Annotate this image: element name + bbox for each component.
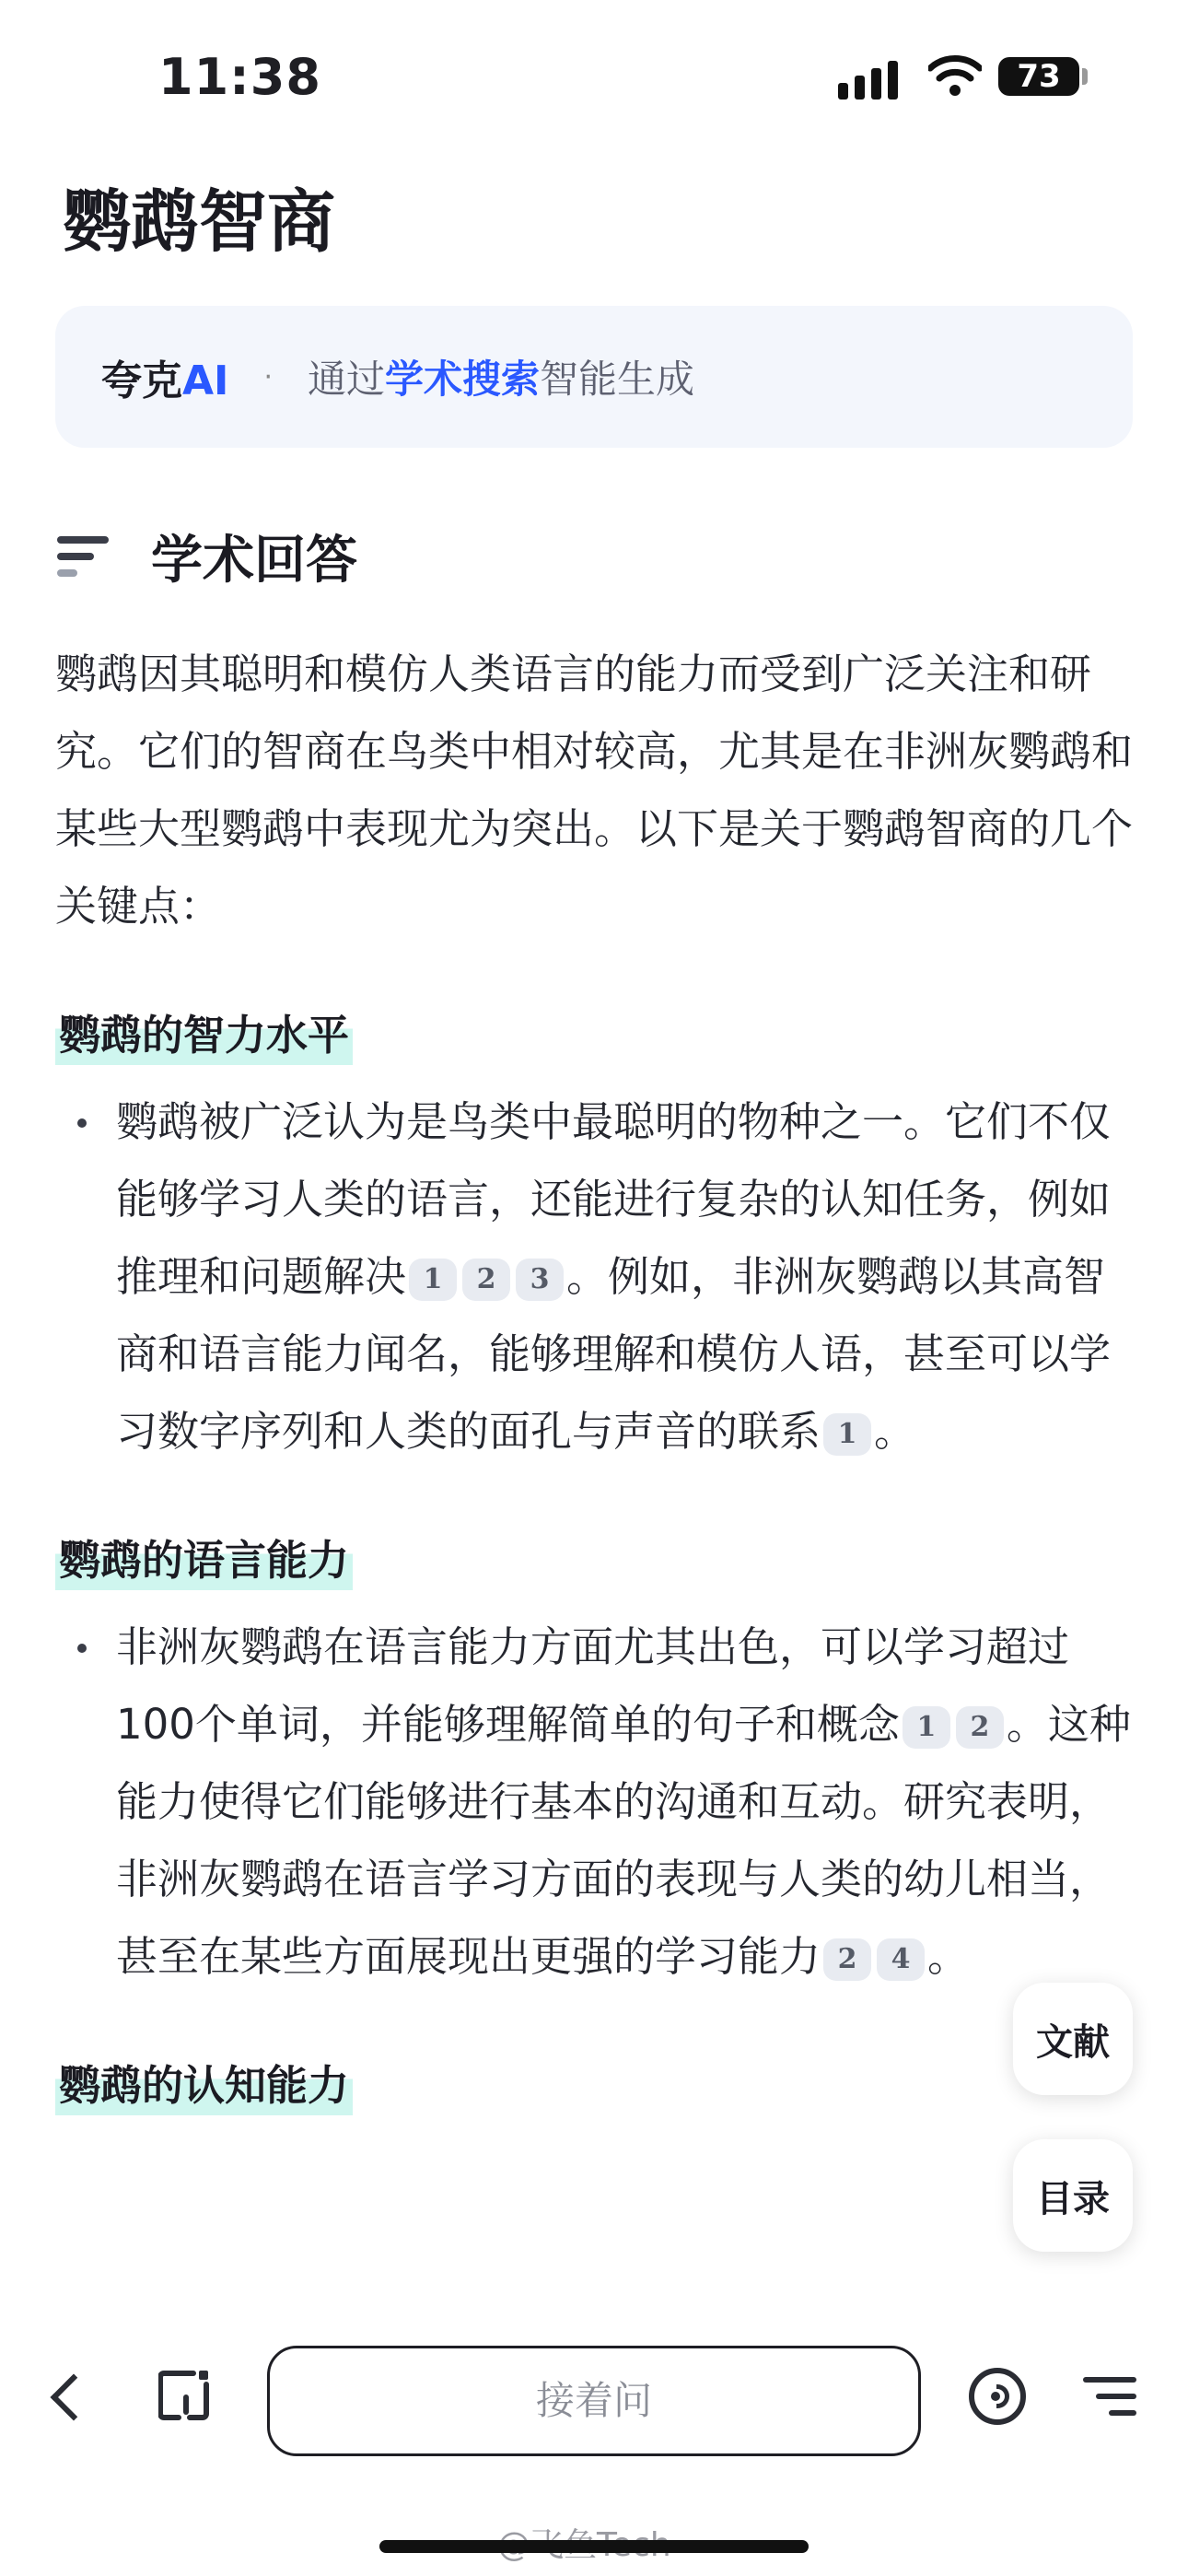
bullet-text: 。这种能力使得它们能够进行基本的沟通和互动。研究表明，非洲灰鹦鹉在语言学习方面的表现与人类的幼儿相当，甚至在某些方面展现出更强的学习能力 [116, 1700, 1131, 1981]
answer-content [55, 636, 1142, 2134]
brand-ai: AI [182, 357, 229, 404]
citation-badge[interactable]: 2 [956, 1706, 1004, 1749]
bottom-toolbar [0, 2303, 1188, 2488]
subheading-language: 鹦鹉的语言能力 [55, 1531, 353, 1590]
page-title: 鹦鹉智商 [63, 182, 335, 262]
citation-badge[interactable]: 1 [409, 1259, 457, 1301]
bullet-text: 非洲灰鹦鹉在语言能力方面尤其出色，可以学习超过100个单词，并能够理解简单的句子和概念 [116, 1622, 1070, 1749]
toc-button[interactable]: 目录 [1013, 2139, 1133, 2252]
citation-badge[interactable]: 2 [823, 1938, 871, 1981]
academic-search-link[interactable]: 学术搜索 [385, 357, 541, 402]
subheading-cognition: 鹦鹉的认知能力 [55, 2056, 353, 2115]
citation-badge[interactable]: 1 [903, 1706, 950, 1749]
bullet-text: 。例如，非洲灰鹦鹉以其高智商和语言能力闻名，能够理解和模仿人语，甚至可以学习数字序列和人类的面孔与声音的联系 [116, 1252, 1112, 1456]
references-button[interactable]: 文献 [1013, 1983, 1133, 2095]
battery-level: 73 [1017, 58, 1061, 95]
subheading-intelligence: 鹦鹉的智力水平 [55, 1006, 353, 1065]
citation-badge[interactable]: 1 [823, 1413, 871, 1456]
home-indicator[interactable] [379, 2540, 809, 2553]
section-title: 学术回答 [151, 531, 357, 591]
follow-up-input[interactable]: 接着问 [267, 2346, 921, 2456]
bullet-list [55, 1609, 1142, 1996]
section-header [57, 520, 357, 593]
outline-icon [57, 531, 109, 582]
list-item [55, 1609, 1142, 1996]
list-menu-icon[interactable] [1083, 2373, 1136, 2419]
brand-main: 夸克 [101, 357, 182, 404]
window-switch-icon[interactable] [158, 2370, 210, 2421]
bullet-list [55, 1083, 1142, 1470]
back-icon[interactable] [51, 2374, 98, 2421]
list-item [55, 1083, 1142, 1470]
via-prefix: 通过 [307, 357, 385, 402]
status-time: 11:38 [158, 48, 321, 106]
intro-paragraph: 鹦鹉因其聪明和模仿人类语言的能力而受到广泛关注和研究。它们的智商在鸟类中相对较高，尤其是在非洲灰鹦鹉和某些大型鹦鹉中表现尤为突出。以下是关于鹦鹉智商的几个关键点： [55, 650, 1134, 931]
bullet-text: 。 [874, 1407, 916, 1456]
separator-dot: · [263, 360, 273, 393]
battery-icon [998, 57, 1079, 96]
citation-badge[interactable]: 4 [877, 1938, 925, 1981]
bullet-text: 。 [927, 1932, 970, 1981]
cellular-signal-icon [838, 61, 898, 100]
bullet-text: 鹦鹉被广泛认为是鸟类中最聪明的物种之一。它们不仅能够学习人类的语言，还能进行复杂的认知任务，例如推理和问题解决 [116, 1097, 1112, 1301]
via-suffix: 智能生成 [540, 357, 695, 402]
battery-tip [1082, 68, 1088, 85]
brand-label [101, 347, 228, 406]
citation-badge[interactable]: 2 [462, 1259, 510, 1301]
wifi-icon [928, 53, 982, 96]
source-card[interactable] [55, 306, 1133, 448]
voice-icon[interactable] [969, 2368, 1026, 2425]
status-bar [0, 0, 1188, 157]
citation-badge[interactable]: 3 [516, 1259, 564, 1301]
generation-note [308, 349, 694, 404]
